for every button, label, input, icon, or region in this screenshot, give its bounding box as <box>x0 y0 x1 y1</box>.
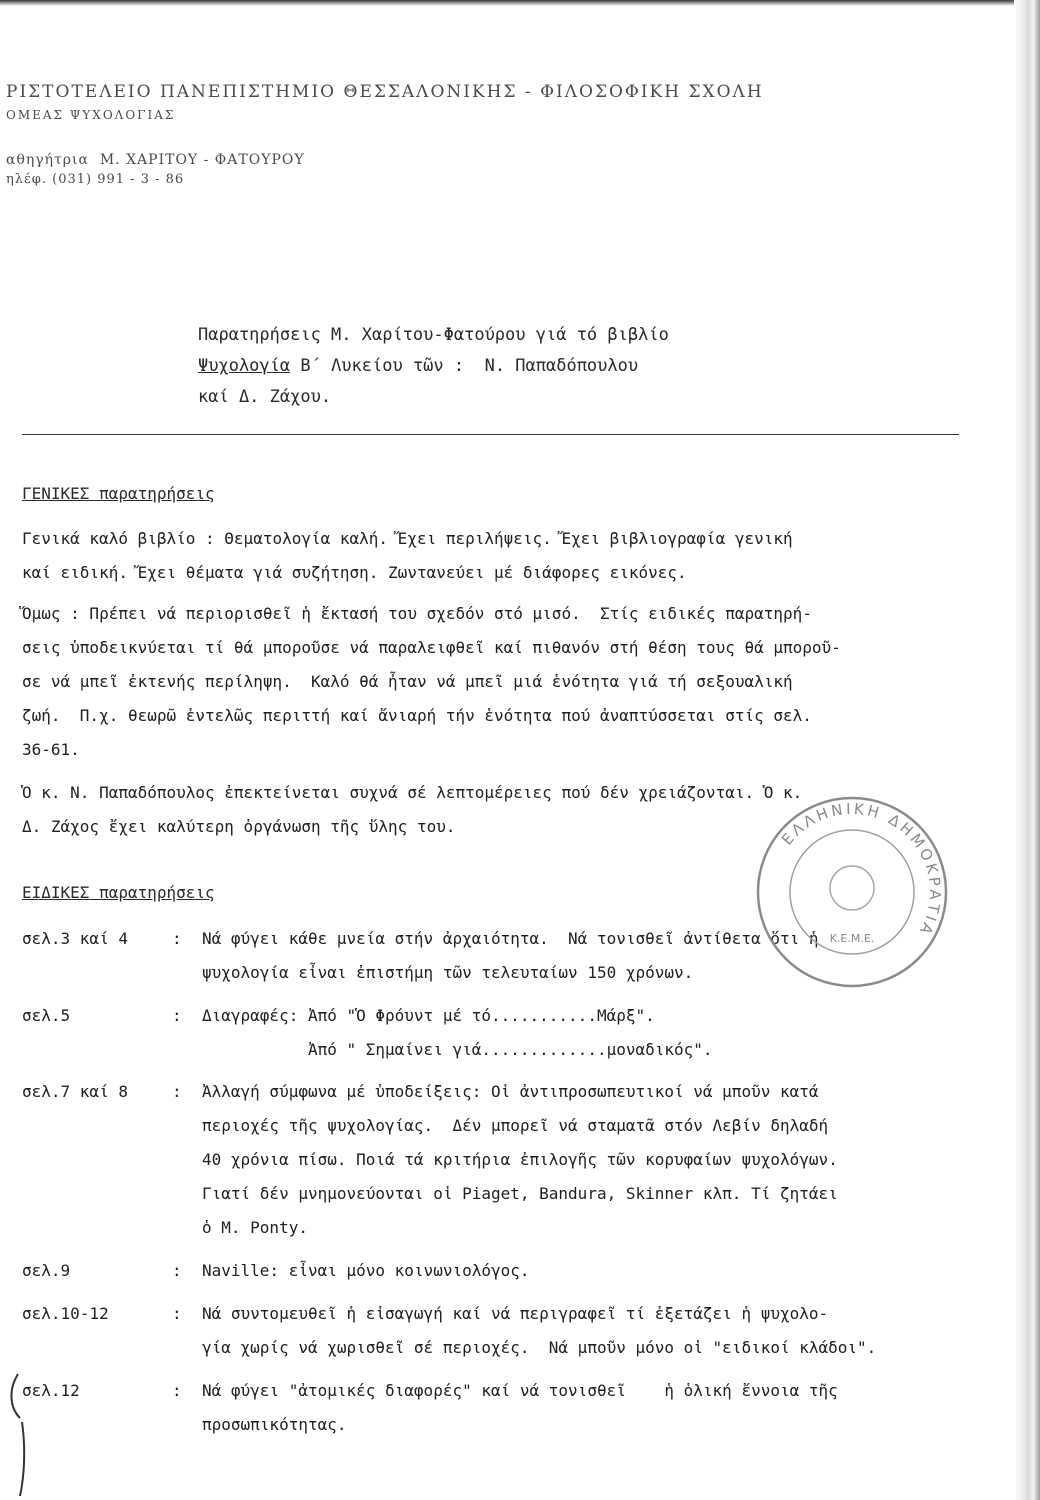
stamp-ring-text: ΕΛΛΗΝΙΚΗ ΔΗΜΟΚΡΑΤΙΑ <box>778 799 945 940</box>
entry-colon: : <box>172 1304 182 1323</box>
entry-body <box>202 1254 1002 1288</box>
institution-name: ΡΙΣΤΟΤΕΛΕΙΟ ΠΑΝΕΠΙΣΤΗΜΙΟ ΘΕΣΣΑΛΟΝΙΚΗΣ - ΦΙΛΟΣΟΦΙΚΗ ΣΧΟΛΗ <box>6 82 764 102</box>
title-line-1: Παρατηρήσεις Μ. Χαρίτου-Φατούρου γιά τό βιβλίο <box>198 325 669 345</box>
entry-line: Ἀλλαγή σύμφωνα μέ ὑποδείξεις: Οἱ ἀντιπροσωπευτικοί νά μποῦν κατά <box>202 1082 819 1101</box>
letterhead <box>6 82 764 187</box>
page-reference: σελ.9 <box>22 1261 71 1280</box>
entry-colon: : <box>172 929 182 948</box>
page-reference: σελ.7 καί 8 <box>22 1082 128 1101</box>
paragraph-line: Γενικά καλό βιβλίο : Θεματολογία καλή. Ἔχει περιλήψεις. Ἔχει βιβλιογραφία γενική <box>22 529 793 548</box>
entry-line: Γιατί δέν μνημονεύονται οἱ Piaget, Bandura, Skinner κλπ. Τί ζητάει <box>202 1184 838 1203</box>
entry-line: γία χωρίς νά χωρισθεῖ σέ περιοχές. Νά μποῦν μόνο οἱ "ειδικοί κλάδοι". <box>202 1338 877 1357</box>
department-name: ΟΜΕΑΣ ΨΥΧΟΛΟΓΙΑΣ <box>6 108 176 122</box>
general-heading: ΓΕΝΙΚΕΣ παρατηρήσεις <box>22 484 215 503</box>
phone-line: ηλέφ. (031) 991 - 3 - 86 <box>6 172 185 187</box>
paragraph-line: Ὅμως : Πρέπει νά περιορισθεῖ ἡ ἔκτασή του σχεδόν στό μισό. Στίς ειδικές παρατηρή- <box>22 604 812 623</box>
author-line: αθηγήτρια Μ. ΧΑΡΙΤΟΥ - ΦΑΤΟΥΡΟΥ <box>6 152 305 168</box>
paragraph-line: σεις ὑποδεικνύεται τί θά μποροῦσε νά παραλειφθεῖ καί πιθανόν στή θέση τους θά μποροῦ- <box>22 638 841 657</box>
entry-line: προσωπικότητας. <box>202 1415 347 1434</box>
entry-body <box>202 1075 1002 1245</box>
page-reference: σελ.12 <box>22 1381 80 1400</box>
scan-binding-edge <box>1014 0 1040 1500</box>
entry-line: 40 χρόνια πίσω. Ποιά τά κριτήρια ἐπιλογῆς τῶν κορυφαίων ψυχολόγων. <box>202 1150 838 1169</box>
entry-line: ὁ M. Ponty. <box>202 1218 308 1237</box>
general-paragraph-1 <box>22 522 967 590</box>
entry-line: περιοχές τῆς ψυχολογίας. Δέν μπορεῖ νά σταματᾶ στόν Λεβίν δηλαδή <box>202 1116 829 1135</box>
title-line-3: καί Δ. Ζάχου. <box>198 387 332 407</box>
document-title <box>198 320 669 413</box>
stamp-emblem <box>830 866 874 910</box>
entry-line: ψυχολογία εἶναι ἐπιστήμη τῶν τελευταίων 150 χρόνων. <box>202 963 694 982</box>
scan-top-edge <box>0 0 1040 6</box>
paragraph-line: Δ. Ζάχος ἔχει καλύτερη ὀργάνωση τῆς ὕλης του. <box>22 817 456 836</box>
entry-line: Ἀπό " Σημαίνει γιά.............μοναδικός". <box>202 1040 713 1059</box>
margin-pen-mark <box>0 1360 40 1500</box>
page-reference: σελ.3 καί 4 <box>22 929 128 948</box>
entry-line: Νά φύγει "ἀτομικές διαφορές" καί νά τονισθεῖ ἡ ὁλική ἔννοια τῆς <box>202 1381 838 1400</box>
horizontal-rule <box>22 434 959 435</box>
entry-line: Διαγραφές: Ἀπό "Ὁ Φρόυντ μέ τό...........Μάρξ". <box>202 1006 655 1025</box>
paragraph-line: Ὁ κ. Ν. Παπαδόπουλος ἐπεκτείνεται συχνά σέ λεπτομέρειες πού δέν χρειάζονται. Ὁ κ. <box>22 783 803 802</box>
title-line-2-rest: Β΄ Λυκείου τῶν : Ν. Παπαδόπουλου <box>290 356 639 376</box>
paragraph-line: σε νά μπεῖ ἐκτενής περίληψη. Καλό θά ἦταν νά μπεῖ μιά ἑνότητα γιά τή σεξουαλική <box>22 672 793 691</box>
entry-colon: : <box>172 1381 182 1400</box>
official-stamp <box>752 792 952 992</box>
paragraph-line: 36-61. <box>22 740 80 759</box>
page-reference: σελ.10-12 <box>22 1304 109 1323</box>
entry-line: Naville: εἶναι μόνο κοινωνιολόγος. <box>202 1261 530 1280</box>
stamp-inner-text: Κ.Ε.Μ.Ε. <box>829 932 875 945</box>
stamp-outer-ring <box>758 798 946 986</box>
book-title: Ψυχολογία <box>198 356 291 376</box>
entry-body <box>202 1374 1002 1442</box>
general-paragraph-2 <box>22 597 967 767</box>
entry-line: Νά φύγει κάθε μνεία στήν ἀρχαιότητα. Νά τονισθεῖ ἀντίθετα ὅτι ἡ <box>202 929 819 948</box>
title-line-2 <box>198 351 669 382</box>
entry-colon: : <box>172 1082 182 1101</box>
entry-line: Νά συντομευθεῖ ἡ εἰσαγωγή καί νά περιγραφεῖ τί ἐξετάζει ἡ ψυχολο- <box>202 1304 829 1323</box>
paragraph-line: καί ειδική. Ἔχει θέματα γιά συζήτηση. Ζωντανεύει μέ διάφορες εικόνες. <box>22 563 687 582</box>
paragraph-line: ζωή. Π.χ. θεωρῶ ἐντελῶς περιττή καί ἄνιαρή τήν ἑνότητα πού ἀναπτύσσεται στίς σελ. <box>22 706 812 725</box>
specific-heading: ΕΙΔΙΚΕΣ παρατηρήσεις <box>22 883 215 902</box>
entry-colon: : <box>172 1261 182 1280</box>
entry-colon: : <box>172 1006 182 1025</box>
entry-body <box>202 999 1002 1067</box>
entry-body <box>202 1297 1002 1365</box>
page-reference: σελ.5 <box>22 1006 71 1025</box>
